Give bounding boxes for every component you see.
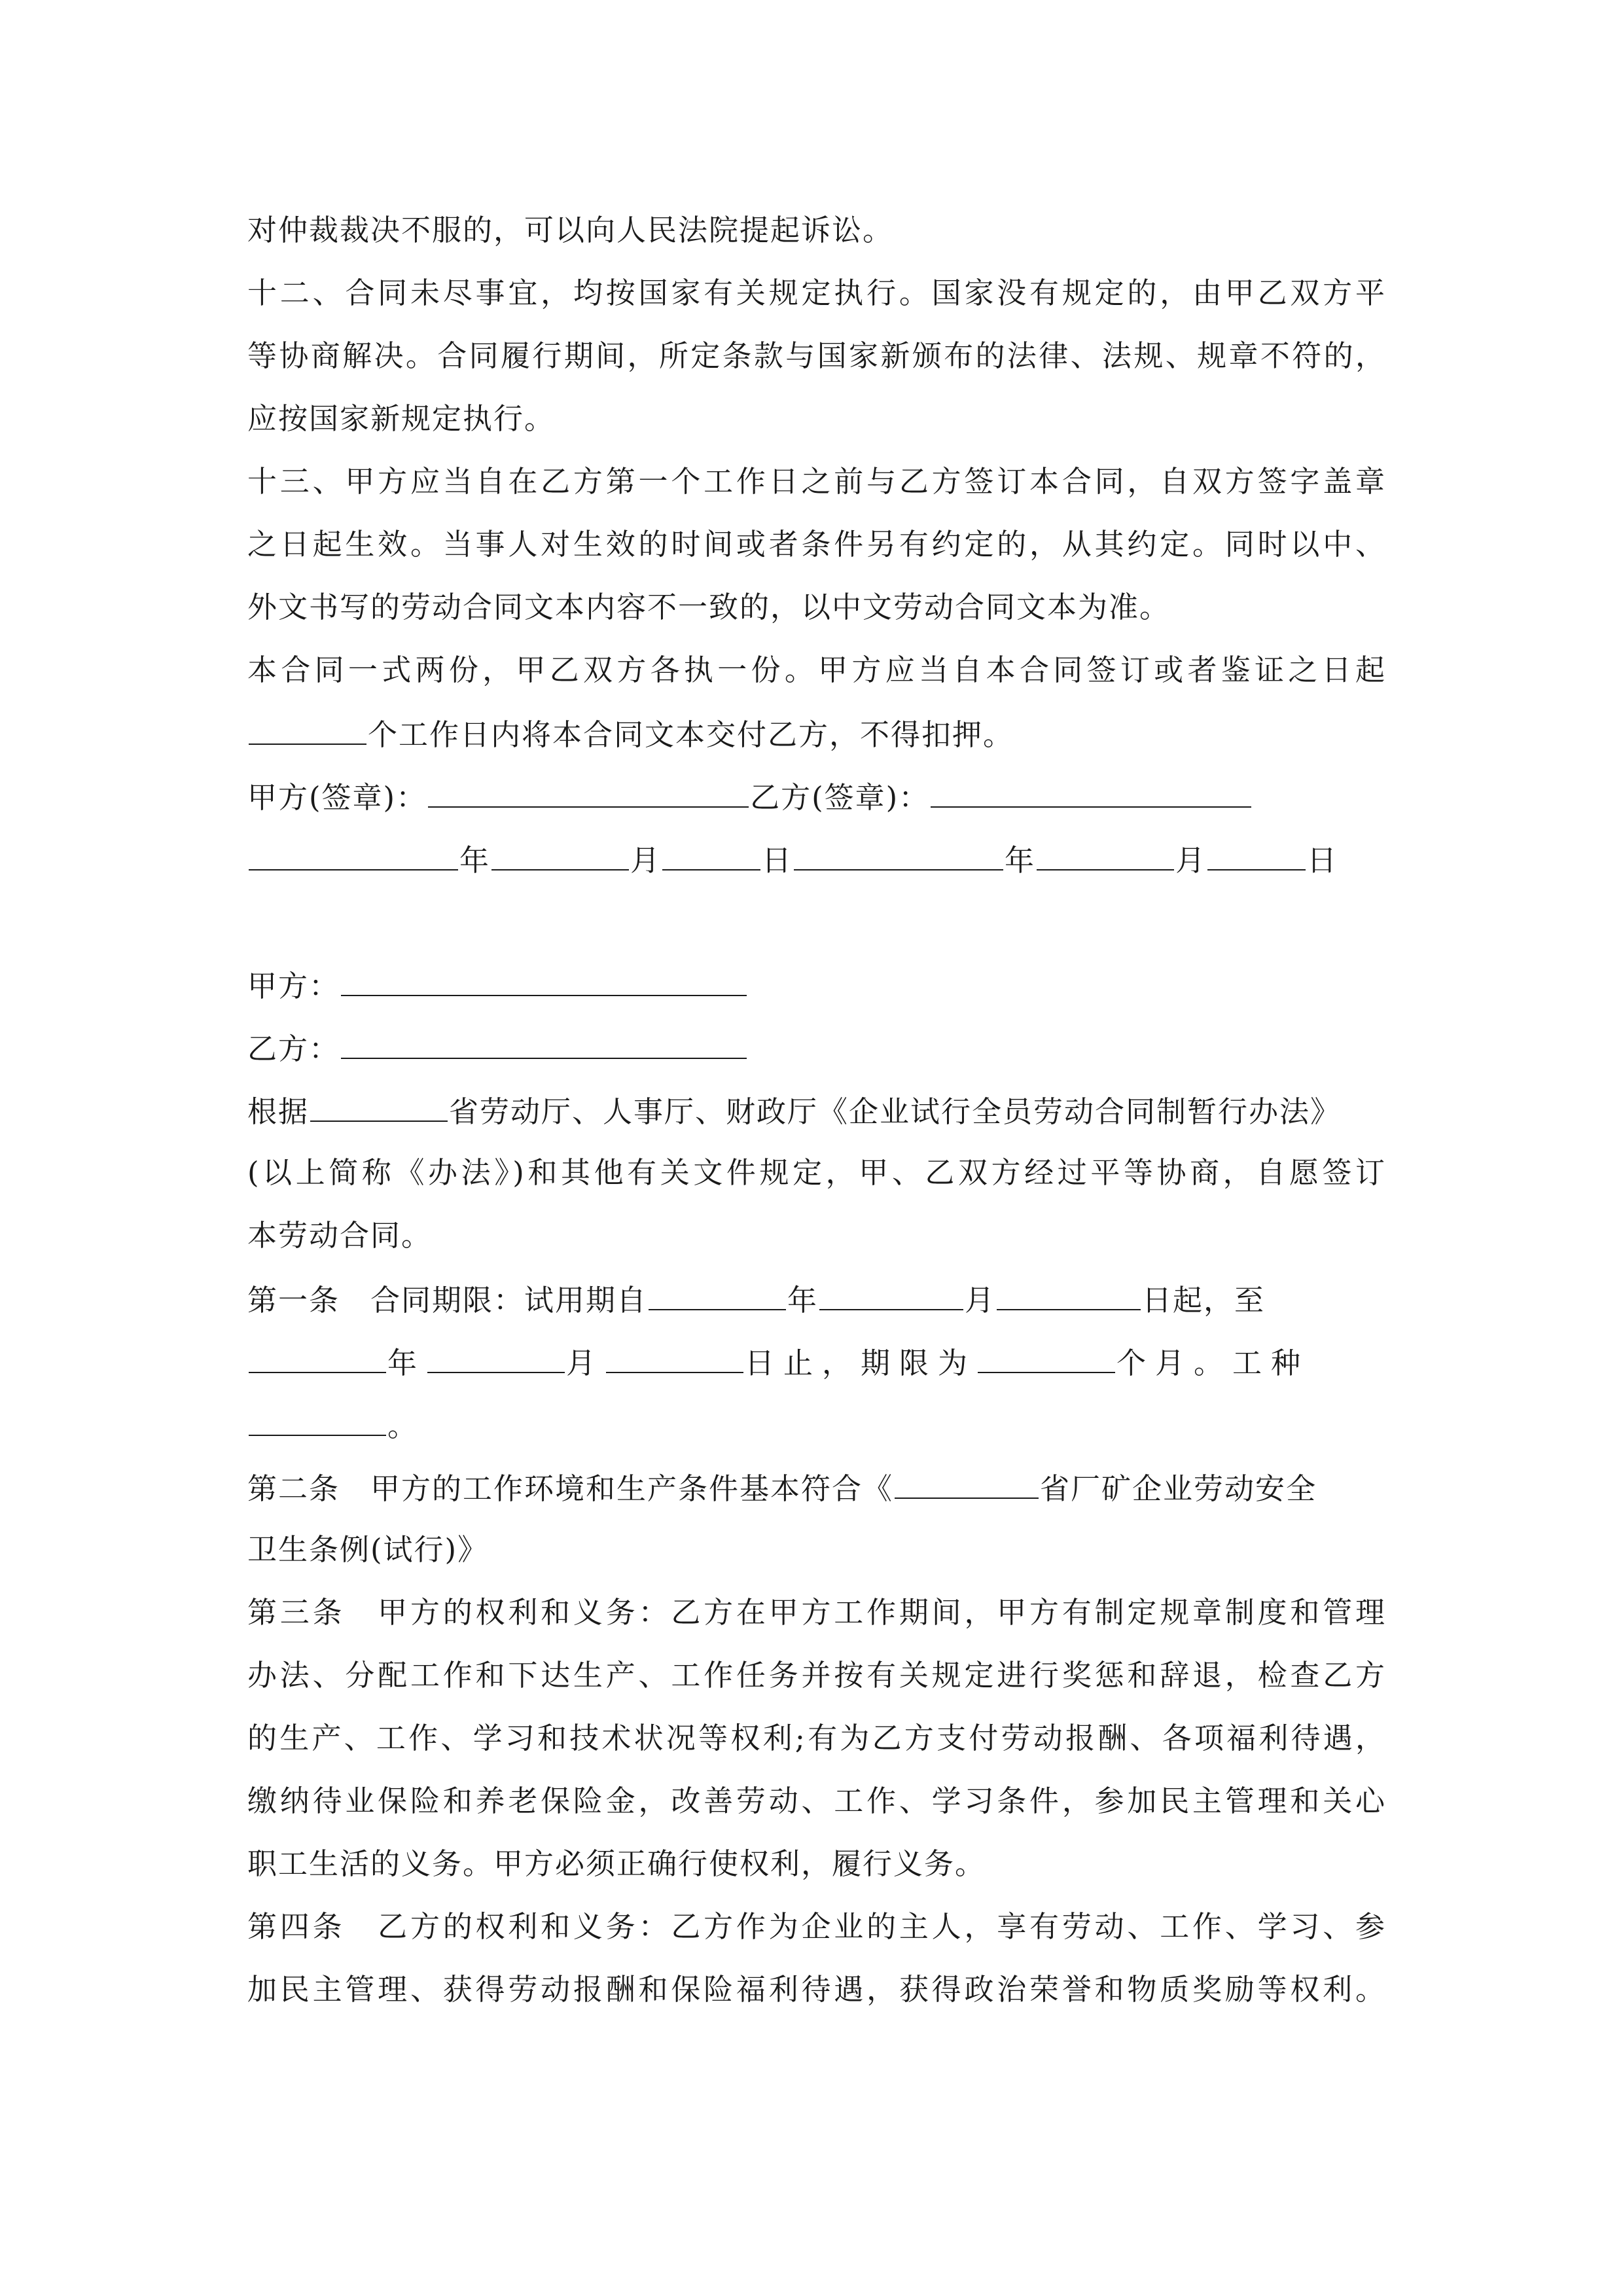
trial-start-day-field[interactable] — [997, 1279, 1141, 1310]
paragraph-line — [247, 713, 1386, 755]
text: 省劳动厅、人事厅、财政厅《企业试行全员劳动合同制暂行办法》 — [449, 1094, 1342, 1129]
paragraph-line: 职工生活的义务。甲方必须正确行使权利，履行义务。 — [247, 1846, 986, 1881]
year-label: 年 — [459, 843, 491, 878]
paragraph-line: 本合同一式两份，甲乙双方各执一份。甲方应当自本合同签订或者鉴证之日起 — [247, 653, 1386, 687]
party-b-label: 乙方： — [247, 1031, 340, 1066]
party-a-seal-field[interactable] — [428, 776, 749, 808]
paragraph-line: 办法、分配工作和下达生产、工作任务并按有关规定进行奖惩和辞退，检查乙方 — [247, 1658, 1386, 1693]
paragraph-line: 本劳动合同。 — [247, 1218, 433, 1253]
province-field[interactable] — [895, 1467, 1039, 1499]
text: 个工作日内将本合同文本交付乙方，不得扣押。 — [368, 717, 1014, 752]
party-a-label: 甲方： — [247, 969, 340, 1003]
paragraph-line: 十三、甲方应当自在乙方第一个工作日之前与乙方签订本合同，自双方签字盖章 — [247, 464, 1386, 499]
text: 省厂矿企业劳动安全 — [1040, 1471, 1317, 1506]
party-a-seal-label: 甲方(签章)： — [247, 780, 427, 815]
party-a-field[interactable] — [341, 965, 747, 996]
article-1-line — [247, 1279, 1386, 1320]
trial-end-month-field[interactable] — [427, 1342, 565, 1373]
text: 年 — [387, 1346, 427, 1380]
signature-line — [247, 776, 1386, 817]
text: 年 — [787, 1283, 819, 1318]
blank-field[interactable] — [249, 713, 366, 745]
text: 日止，期限为 — [745, 1346, 977, 1380]
paragraph-line: 等协商解决。合同履行期间，所定条款与国家新颁布的法律、法规、规章不符的， — [247, 338, 1386, 373]
paragraph-line — [247, 1090, 1386, 1132]
party-b-field[interactable] — [341, 1028, 747, 1059]
paragraph-line: 第三条 甲方的权利和义务：乙方在甲方工作期间，甲方有制定规章制度和管理 — [247, 1595, 1386, 1630]
year-field[interactable] — [249, 839, 458, 870]
text: 日起，至 — [1142, 1283, 1266, 1318]
paragraph-line: (以上简称《办法》)和其他有关文件规定，甲、乙双方经过平等协商，自愿签订 — [247, 1155, 1386, 1190]
province-field[interactable] — [310, 1090, 448, 1122]
party-b-line — [247, 1028, 1386, 1069]
paragraph-line: 加民主管理、获得劳动报酬和保险福利待遇，获得政治荣誉和物质奖励等权利。 — [247, 1972, 1386, 2007]
year-field[interactable] — [794, 839, 1003, 870]
day-label: 日 — [1307, 843, 1338, 878]
paragraph-line: 卫生条例(试行)》 — [247, 1532, 489, 1567]
paragraph-line: 的生产、工作、学习和技术状况等权利;有为乙方支付劳动报酬、各项福利待遇， — [247, 1721, 1386, 1755]
paragraph-line: 外文书写的劳动合同文本内容不一致的，以中文劳动合同文本为准。 — [247, 590, 1171, 624]
party-b-seal-field[interactable] — [931, 776, 1251, 808]
text: 月 — [965, 1283, 996, 1318]
month-field[interactable] — [1037, 839, 1174, 870]
paragraph-line: 缴纳待业保险和养老保险金，改善劳动、工作、学习条件，参加民主管理和关心 — [247, 1784, 1386, 1818]
article-1-line — [247, 1342, 1386, 1383]
day-field[interactable] — [1207, 839, 1306, 870]
text: 月 — [566, 1346, 605, 1380]
trial-end-day-field[interactable] — [606, 1342, 743, 1373]
trial-start-month-field[interactable] — [819, 1279, 963, 1310]
paragraph-line: 应按国家新规定执行。 — [247, 401, 556, 436]
text: 个月。工种 — [1116, 1346, 1310, 1380]
paragraph-line: 对仲裁裁决不服的，可以向人民法院提起诉讼。 — [247, 213, 894, 247]
party-b-seal-label: 乙方(签章)： — [750, 780, 930, 815]
month-label: 月 — [630, 843, 662, 878]
month-field[interactable] — [491, 839, 629, 870]
trial-end-year-field[interactable] — [249, 1342, 386, 1373]
day-field[interactable] — [662, 839, 760, 870]
text: 根据 — [247, 1094, 310, 1129]
article-2-line — [247, 1467, 1386, 1509]
term-months-field[interactable] — [978, 1342, 1115, 1373]
paragraph-line: 之日起生效。当事人对生效的时间或者条件另有约定的，从其约定。同时以中、 — [247, 527, 1386, 562]
trial-start-year-field[interactable] — [649, 1279, 786, 1310]
article-1-line — [247, 1405, 1386, 1446]
paragraph-line: 十二、合同未尽事宜，均按国家有关规定执行。国家没有规定的，由甲乙双方平 — [247, 276, 1386, 310]
job-type-field[interactable] — [249, 1405, 386, 1436]
article-2-heading: 第二条 甲方的工作环境和生产条件基本符合《 — [247, 1471, 894, 1506]
text: 。 — [387, 1408, 419, 1443]
year-label: 年 — [1005, 843, 1036, 878]
party-a-line — [247, 965, 1386, 1006]
date-line — [247, 839, 1386, 880]
day-label: 日 — [762, 843, 793, 878]
month-label: 月 — [1175, 843, 1207, 878]
paragraph-line: 第四条 乙方的权利和义务：乙方作为企业的主人，享有劳动、工作、学习、参 — [247, 1909, 1386, 1944]
article-1-heading: 第一条 合同期限：试用期自 — [247, 1283, 648, 1318]
